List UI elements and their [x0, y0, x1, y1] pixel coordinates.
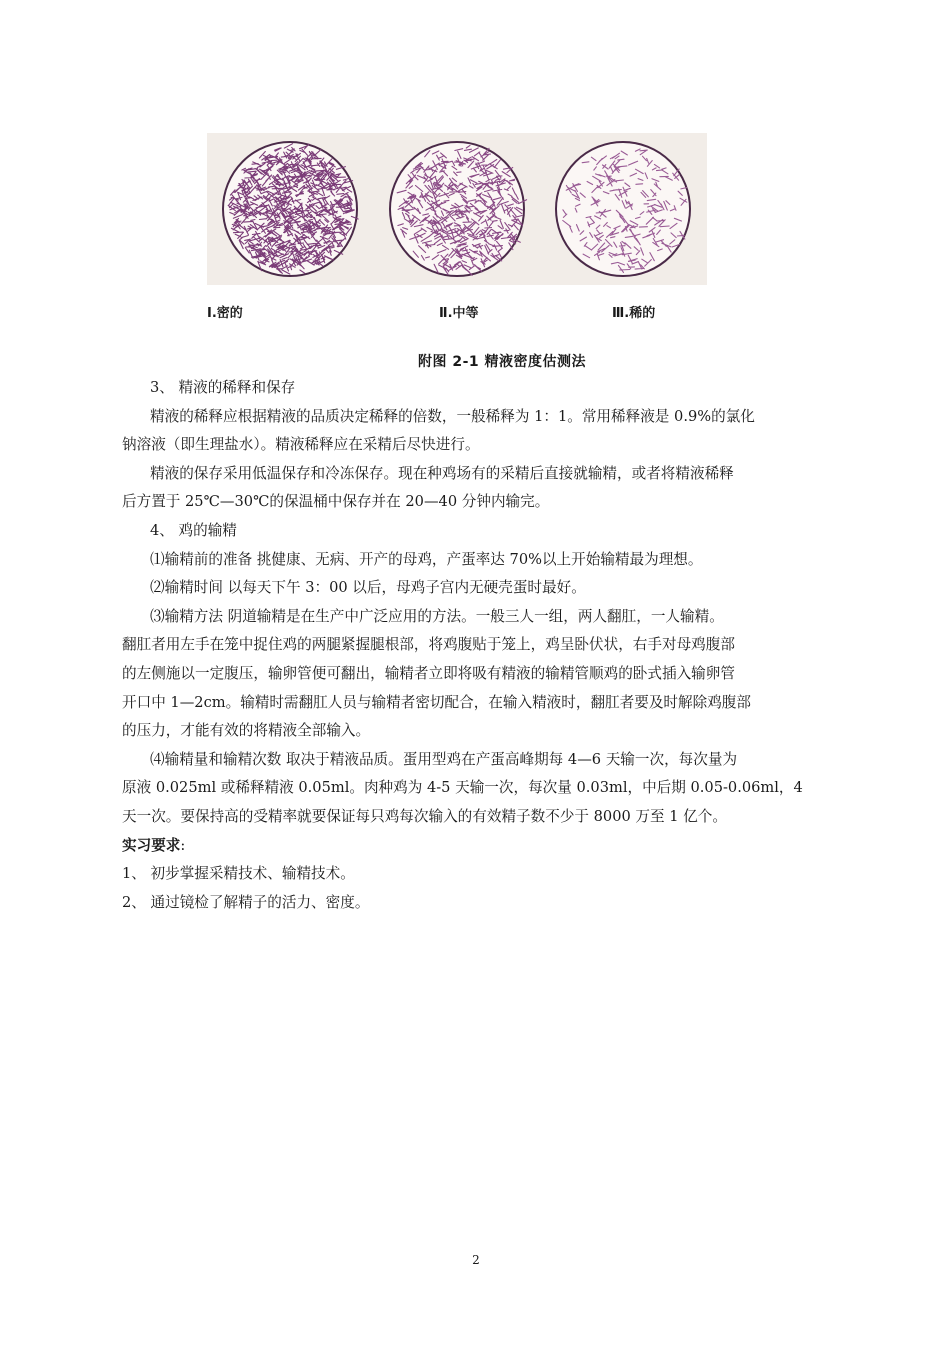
page-number: 2: [472, 1253, 480, 1267]
section-heading-dilution: 3、 精液的稀释和保存: [150, 379, 296, 396]
requirement-item: 2、 通过镜检了解精子的活力、密度。: [122, 894, 370, 911]
figure-label-dense: Ⅰ.密的: [207, 306, 243, 321]
figure-label-medium: Ⅱ.中等: [439, 306, 479, 321]
paragraph-line: 开口中 1—2cm。输精时需翻肛人员与输精者密切配合，在输入精液时，翻肛者要及时解除鸡腹部: [122, 694, 751, 711]
requirements-heading-text: 实习要求: [122, 837, 181, 854]
paragraph-line: 的左侧施以一定腹压，输卵管便可翻出，输精者立即将吸有精液的输精管顺鸡的卧式插入输卵管: [122, 665, 735, 682]
paragraph-line: 钠溶液（即生理盐水）。精液稀释应在采精后尽快进行。: [122, 436, 480, 453]
paragraph-line: 后方置于 25℃—30℃的保温桶中保存并在 20—40 分钟内输完。: [122, 493, 550, 510]
sperm-density-illustration: [207, 133, 707, 285]
dense-field: [223, 142, 358, 276]
section-heading-insemination: 4、 鸡的输精: [150, 522, 237, 539]
requirements-heading-colon: :: [180, 837, 186, 854]
figure-title: 附图 2-1 精液密度估测法: [418, 354, 587, 370]
paragraph-line: ⑴输精前的准备 挑健康、无病、开产的母鸡，产蛋率达 70%以上开始输精最为理想。: [150, 551, 703, 568]
sperm-density-figure: [207, 133, 707, 285]
requirement-item: 1、 初步掌握采精技术、输精技术。: [122, 865, 355, 882]
paragraph-line: 精液的保存采用低温保存和冷冻保存。现在种鸡场有的采精后直接就输精，或者将精液稀释: [150, 465, 734, 482]
paragraph-line: ⑷输精量和输精次数 取决于精液品质。蛋用型鸡在产蛋高峰期每 4—6 天输一次，每次量为: [150, 751, 738, 768]
requirements-heading: [122, 836, 185, 856]
paragraph-line: ⑵输精时间 以每天下午 3：00 以后，母鸡子宫内无硬壳蛋时最好。: [150, 579, 586, 596]
paragraph-line: ⑶输精方法 阴道输精是在生产中广泛应用的方法。一般三人一组，两人翻肛，一人输精。: [150, 608, 724, 625]
medium-field: [390, 142, 527, 276]
figure-label-sparse: Ⅲ.稀的: [612, 306, 656, 321]
paragraph-line: 翻肛者用左手在笼中捉住鸡的两腿紧握腿根部，将鸡腹贴于笼上，鸡呈卧伏状，右手对母鸡腹部: [122, 636, 735, 653]
paragraph-line: 原液 0.025ml 或稀释精液 0.05ml。肉种鸡为 4-5 天输一次，每次量 0.03ml，中后期 0.05-0.06ml，4: [122, 779, 803, 796]
paragraph-line: 精液的稀释应根据精液的品质决定稀释的倍数，一般稀释为 1：1。常用稀释液是 0.9%的氯化: [150, 408, 755, 425]
sparse-field: [556, 142, 690, 276]
paragraph-line: 的压力，才能有效的将精液全部输入。: [122, 722, 371, 739]
paragraph-line: 天一次。要保持高的受精率就要保证每只鸡每次输入的有效精子数不少于 8000 万至 1 亿个。: [122, 808, 727, 825]
